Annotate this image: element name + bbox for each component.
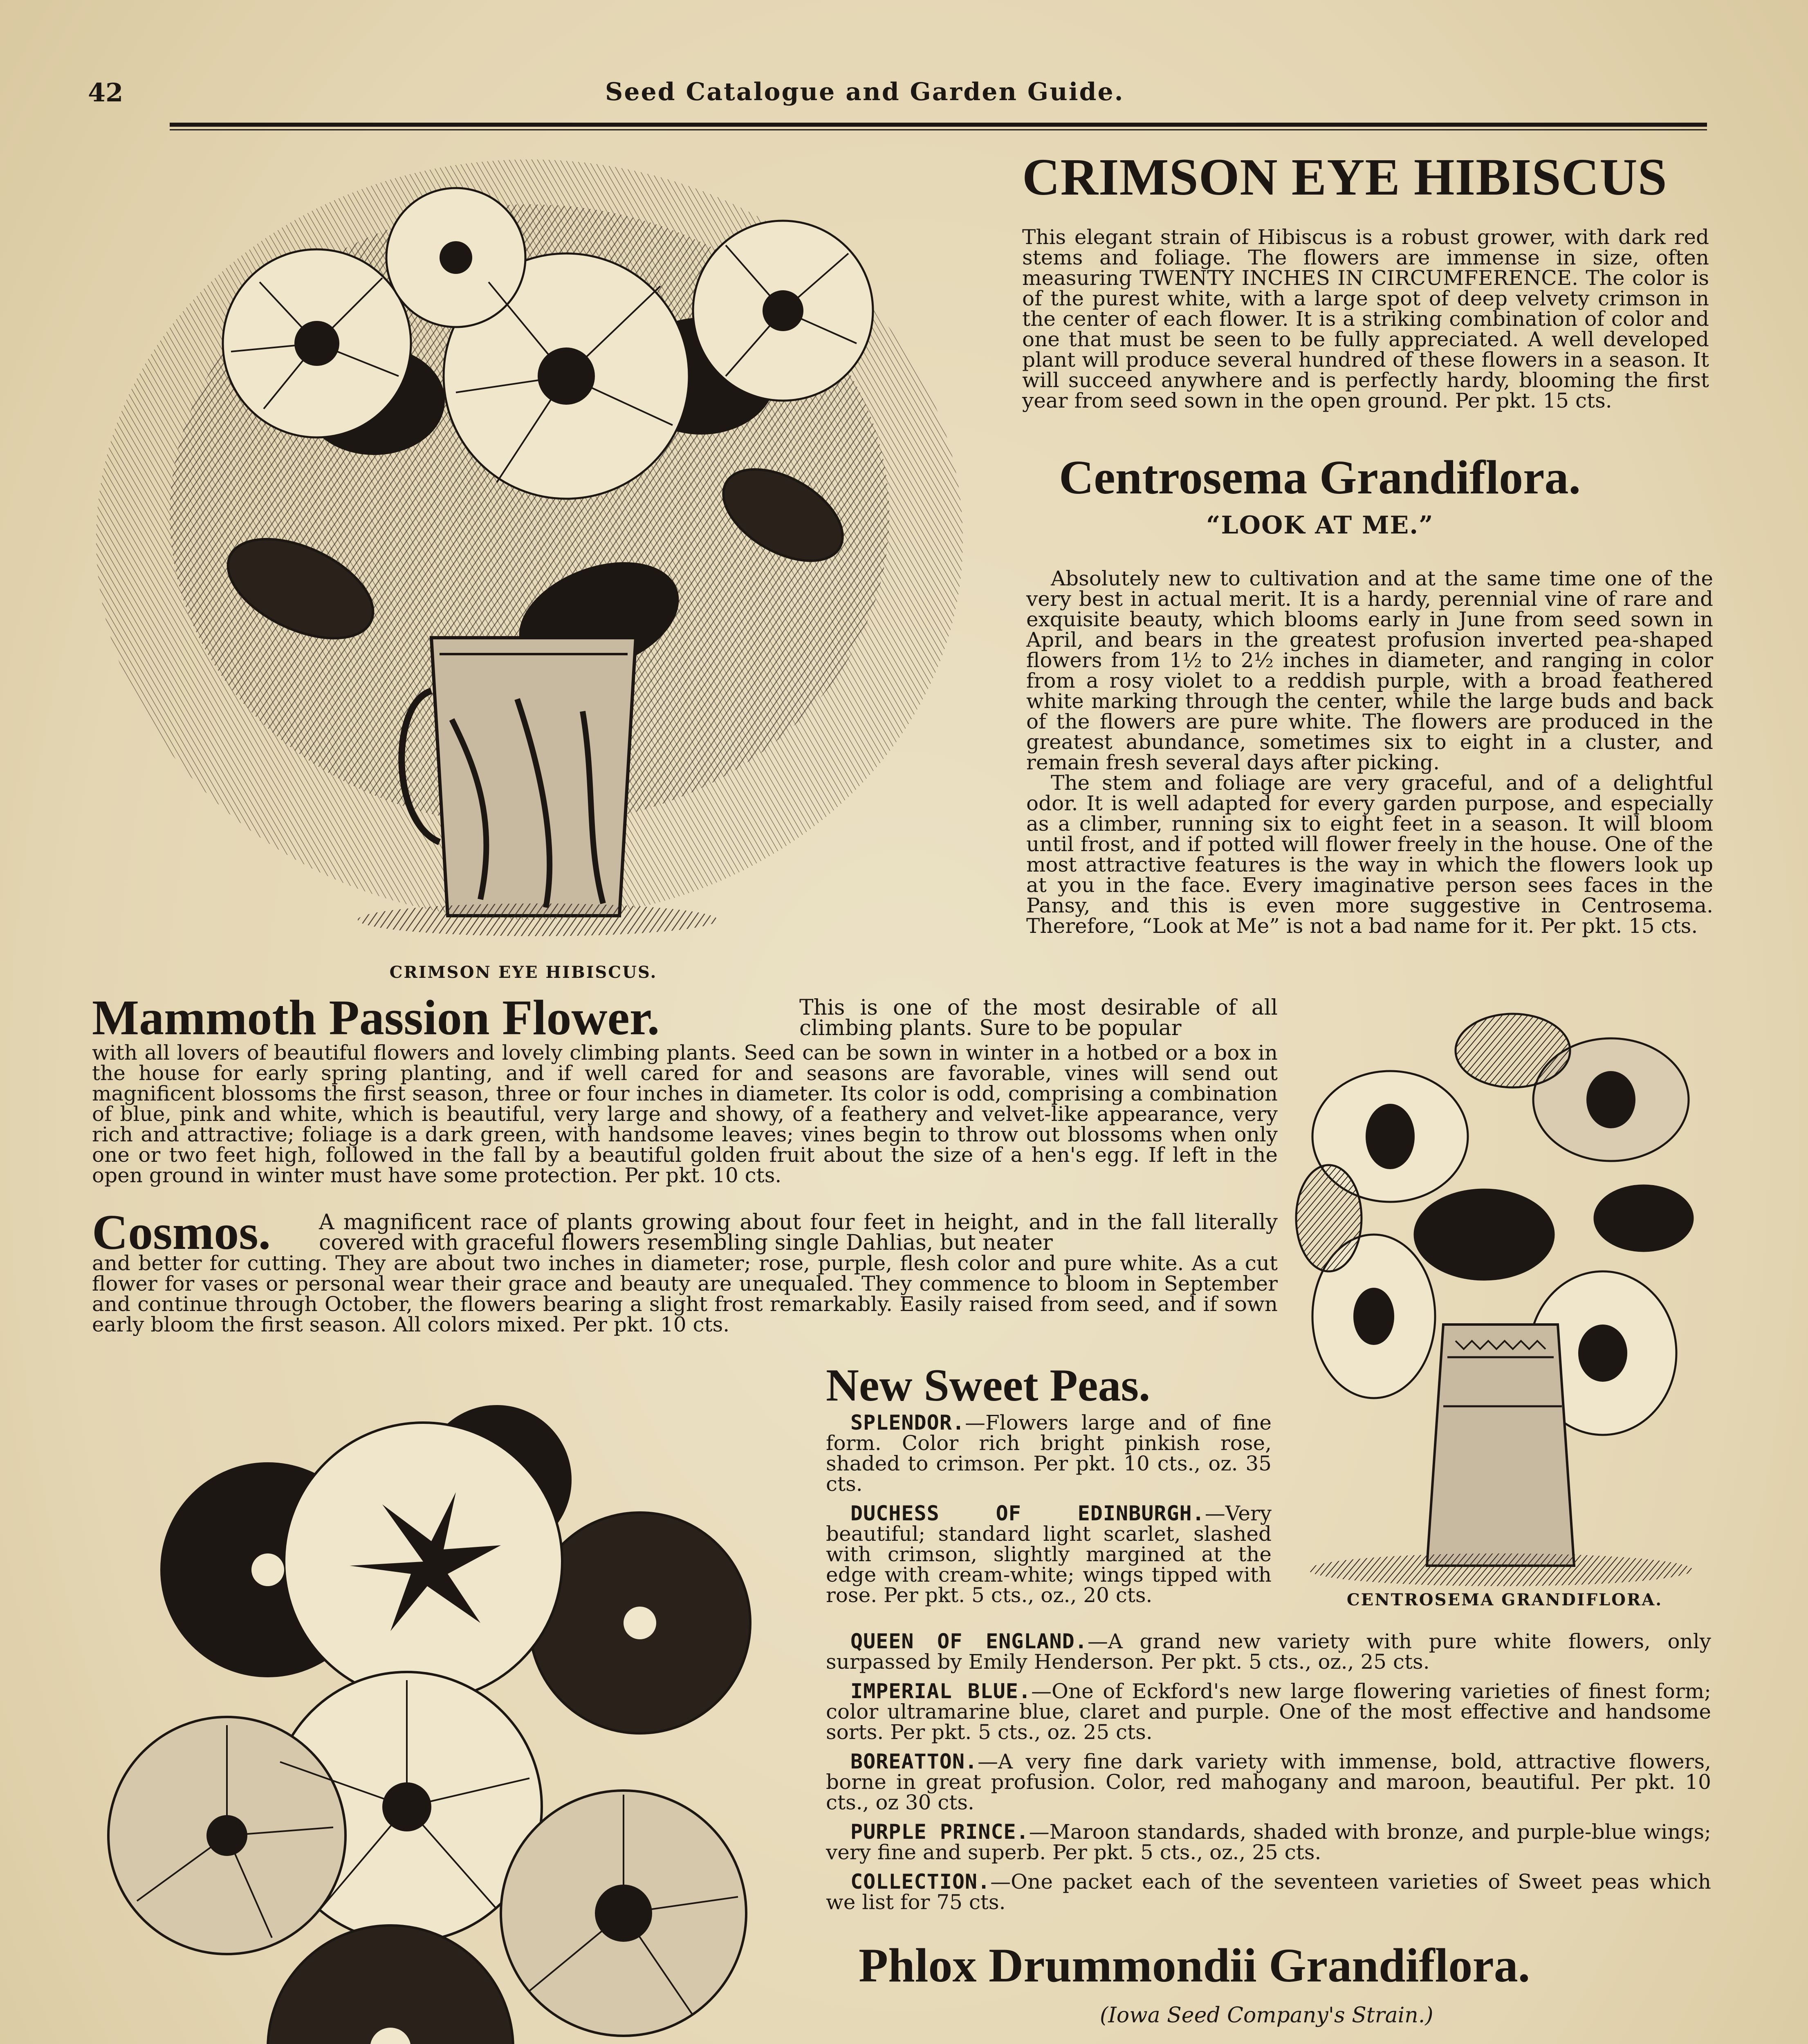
variety-name: COLLECTION. [850,1870,991,1894]
variety-description: —A very fine dark variety with immense, bold, attractive flowers, borne in great profusion. Color, red mahogany and maroon, beautiful. Per pkt. 10 cts., oz 30 cts. [826,1750,1711,1814]
passion-flower-title: Mammoth Passion Flower. [92,990,660,1045]
header-rule [170,123,1707,127]
cosmos-description: and better for cutting. They are about two inches in diameter; rose, purple, flesh color and pure white. As a cut flower for vases or personal wear their grace and beauty are unequaled. They commence to bloom in September and continue through October, the flowers bearing a slight frost remarkably. Easily raised from seed, and if sown early bloom the first season. All colors mixed. Per pkt. 10 cts. [92,1251,1278,1336]
hibiscus-description: This elegant strain of Hibiscus is a robust grower, with dark red stems and foliage. The flowers are immense in size, often measuring TWENTY INCHES IN CIRCUMFERENCE. The color is of the purest white, with a large spot of deep velvety crimson in the center of each flower. It is a striking combination of color and one that must be seen to be fully appreciated. A well developed plant will produce several hundred of these flowers in a season. It will succeed anywhere and is perfectly hardy, blooming the first year from seed sown in the open ground. Per pkt. 15 cts. [1022,225,1709,412]
variety-name: SPLENDOR. [850,1411,965,1434]
passion-flower-intro: This is one of the most desirable of all climbing plants. Sure to be popular [799,995,1278,1040]
centrosema-caption: CENTROSEMA GRANDIFLORA. [1346,1590,1663,1609]
variety-description: —Maroon standards, shaded with bronze, and purple-blue wings; very fine and superb. Per pkt. 5 cts., oz., 25 cts. [826,1820,1711,1864]
sweet-pea-item [826,1681,1711,1742]
variety-description: —One of Eckford's new large flowering varieties of finest form; color ultramarine blue, claret and purple. One of the most effective and handsome sorts. Per pkt. 5 cts., oz. 25 cts. [826,1679,1711,1744]
centrosema-engraving [1292,1006,1709,1586]
header-rule-thin [170,129,1707,130]
sweet-peas-list-wide [826,1631,1711,1921]
variety-description: —Flowers large and of fine form. Color rich bright pinkish rose, shaded to crimson. Per pkt. 10 cts., oz. 35 cts. [826,1411,1272,1496]
hibiscus-title: CRIMSON EYE HIBISCUS [1022,148,1667,206]
centrosema-title: Centrosema Grandiflora. [1059,450,1581,504]
centrosema-description [1026,568,1713,936]
sweet-pea-item [826,1871,1711,1912]
centrosema-illustration [1292,1006,1709,1586]
variety-name: BOREATTON. [850,1750,978,1773]
hibiscus-illustration [88,147,979,948]
centrosema-paragraph-1: Absolutely new to cultivation and at the same time one of the very best in actual merit. It is a hardy, perennial vine of rare and exquisite beauty, which blooms early in June from seed sown in April, and bears in the greatest profusion inverted pea-shaped flowers from 1½ to 2½ inches in diameter, and ranging in color from a rosy violet to a reddish purple, with a broad feathered white marking through the center, while the large buds and back of the flowers are pure white. The flowers are produced in the greatest abundance, sometimes six to eight in a cluster, and remain fresh several days after picking. [1026,567,1713,774]
sweet-peas-title: New Sweet Peas. [826,1360,1151,1411]
variety-name: IMPERIAL BLUE. [850,1679,1031,1703]
phlox-title: Phlox Drummondii Grandiflora. [859,1939,1530,1992]
sweet-pea-item [826,1631,1711,1672]
sweet-peas-list-narrow [826,1412,1272,1614]
phlox-engraving [88,1369,808,2044]
running-title: Seed Catalogue and Garden Guide. [605,78,1124,106]
cosmos-title: Cosmos. [92,1205,271,1260]
sweet-pea-item [826,1751,1711,1813]
centrosema-paragraph-2: The stem and foliage are very graceful, and of a delightful odor. It is well adapted for every garden purpose, and especially as a climber, running six to eight feet in a season. It will bloom until frost, and if potted will flower freely in the house. One of the most attractive features is the way in which the flowers look up at you in the face. Every imaginative person sees faces in the Pansy, and this is even more suggestive in Centrosema. Therefore, “Look at Me” is not a bad name for it. Per pkt. 15 cts. [1026,771,1713,938]
variety-description: —A grand new variety with pure white flowers, only surpassed by Emily Henderson. Per pkt. 5 cts., oz., 25 cts. [826,1629,1711,1674]
phlox-subtitle: (Iowa Seed Company's Strain.) [1100,2003,1433,2028]
hibiscus-engraving [88,147,979,948]
cosmos-intro: A magnificent race of plants growing about four feet in height, and in the fall literally covered with graceful flowers resembling single Dahlias, but neater [319,1210,1278,1255]
variety-name: QUEEN OF ENGLAND. [850,1629,1088,1653]
hibiscus-caption: CRIMSON EYE HIBISCUS. [389,963,657,982]
centrosema-subtitle: “LOOK AT ME.” [1206,511,1434,540]
sweet-pea-item [826,1503,1272,1605]
sweet-pea-item [826,1412,1272,1494]
variety-description: —Very beautiful; standard light scarlet, slashed with crimson, slightly margined at the edge with cream-white; wings tipped with rose. Per pkt. 5 cts., oz., 20 cts. [826,1502,1272,1607]
variety-name: DUCHESS OF EDINBURGH. [850,1502,1205,1525]
sweet-pea-item [826,1822,1711,1862]
variety-description: —One packet each of the seventeen varieties of Sweet peas which we list for 75 cts. [826,1870,1711,1914]
phlox-illustration [88,1369,808,2044]
page-number: 42 [88,78,123,108]
variety-name: PURPLE PRINCE. [850,1820,1029,1844]
passion-flower-description: with all lovers of beautiful flowers and lovely climbing plants. Seed can be sown in winter in a hotbed or a box in the house for early spring planting, and if well cared for and seasons are favorable, vines will send out magnificent blossoms the first season, three or four inches in diameter. Its color is odd, comprising a combination of blue, pink and white, which is beautiful, very large and showy, of a feathery and velvet-like appearance, very rich and attractive; foliage is a dark green, with handsome leaves; vines begin to throw out blossoms when only one or two feet high, followed in the fall by a beautiful golden fruit about the size of a hen's egg. If left in the open ground in winter must have some protection. Per pkt. 10 cts. [92,1041,1278,1187]
